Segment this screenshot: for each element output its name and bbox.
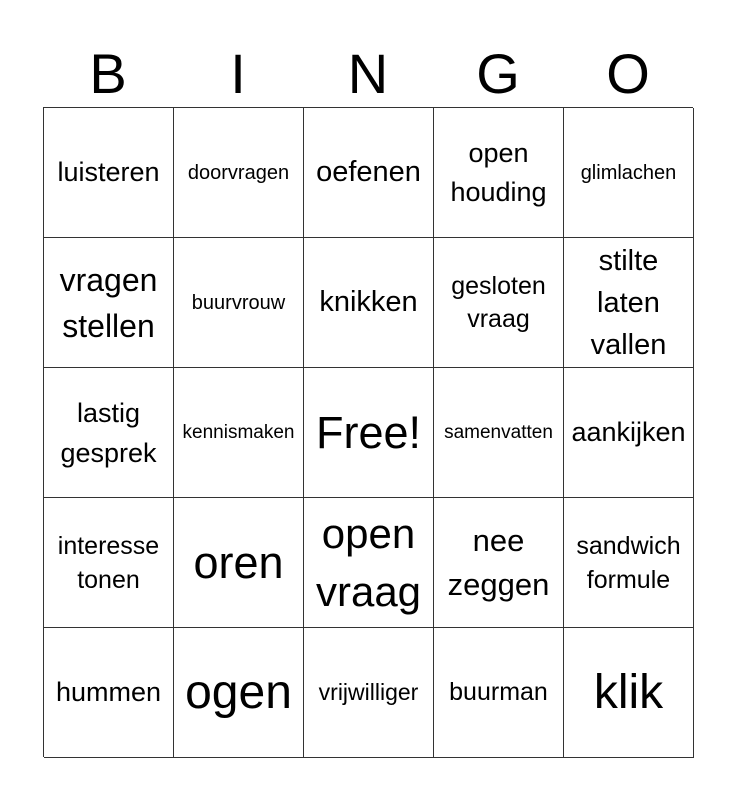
header-letter-i: I [230, 42, 246, 105]
bingo-cell[interactable] [44, 498, 174, 628]
cell-label: gesloten vraag [451, 271, 546, 333]
header-letter-n: N [347, 42, 389, 105]
bingo-cell[interactable] [434, 238, 564, 368]
cell-label: interesse tonen [57, 531, 160, 594]
cell-label: glimlachen [580, 161, 677, 184]
cell-label: samenvatten [444, 422, 553, 443]
bingo-cell[interactable] [174, 368, 304, 498]
bingo-cell[interactable] [434, 498, 564, 628]
bingo-cell[interactable] [44, 238, 174, 368]
header-letter-g: G [476, 42, 520, 105]
cell-label: oefenen [316, 156, 421, 188]
bingo-cell[interactable] [44, 368, 174, 498]
cell-label: Free! [315, 406, 422, 458]
cell-label: aankijken [571, 417, 686, 447]
cell-label: hummen [55, 677, 162, 707]
bingo-cell[interactable] [564, 498, 694, 628]
bingo-header [43, 40, 693, 108]
cell-label: lastig gesprek [60, 397, 157, 468]
bingo-cell[interactable] [304, 498, 434, 628]
cell-label: buurvrouw [191, 291, 286, 314]
cell-label: doorvragen [187, 161, 290, 184]
bingo-cell[interactable] [434, 108, 564, 238]
cell-label: nee zeggen [447, 522, 550, 602]
cell-label: buurman [449, 678, 548, 706]
bingo-cell[interactable] [44, 108, 174, 238]
bingo-cell[interactable] [434, 628, 564, 758]
cell-label: klik [593, 665, 664, 719]
bingo-cell[interactable] [304, 238, 434, 368]
cell-label: vragen stellen [59, 261, 158, 344]
bingo-cell[interactable] [564, 238, 694, 368]
bingo-cell[interactable] [174, 498, 304, 628]
header-letter-o: O [606, 42, 650, 105]
bingo-cell[interactable] [174, 628, 304, 758]
bingo-cell[interactable] [174, 108, 304, 238]
header-letter-b: B [89, 42, 127, 105]
cell-label: open houding [450, 137, 547, 207]
bingo-cell[interactable] [434, 368, 564, 498]
bingo-cell[interactable] [564, 368, 694, 498]
bingo-board [43, 107, 693, 757]
cell-label: knikken [319, 286, 418, 318]
cell-label: luisteren [57, 157, 160, 187]
bingo-cell[interactable] [174, 238, 304, 368]
bingo-cell[interactable] [564, 628, 694, 758]
free-space[interactable] [304, 368, 434, 498]
cell-label: ogen [185, 665, 292, 719]
bingo-cell[interactable] [304, 108, 434, 238]
cell-label: oren [193, 536, 284, 588]
cell-label: kennismaken [182, 422, 295, 443]
cell-label: open vraag [315, 509, 422, 615]
cell-label: vrijwilliger [318, 679, 419, 705]
bingo-cell[interactable] [304, 628, 434, 758]
bingo-cell[interactable] [44, 628, 174, 758]
bingo-cell[interactable] [564, 108, 694, 238]
cell-label: stilte laten vallen [590, 244, 667, 361]
cell-label: sandwich formule [576, 531, 681, 594]
